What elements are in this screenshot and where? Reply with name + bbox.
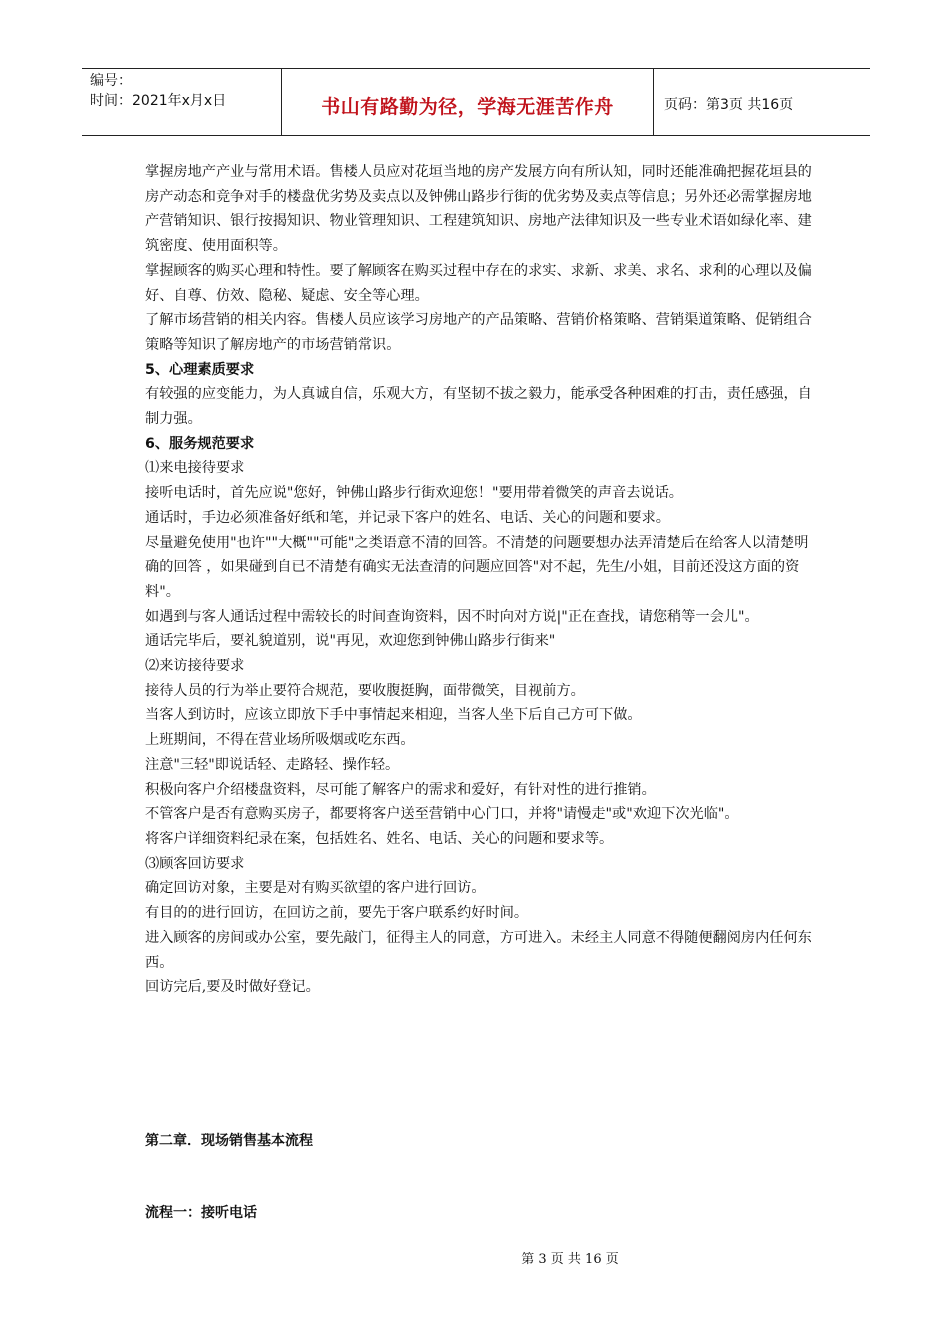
- paragraph: 不管客户是否有意购买房子，都要将客户送至营销中心门口，并将"请慢走"或"欢迎下次光临"。: [145, 806, 739, 823]
- paragraph: 积极向客户介绍楼盘资料，尽可能了解客户的需求和爱好，有针对性的进行推销。: [145, 781, 656, 798]
- paragraph: ⑴来电接待要求: [145, 460, 245, 477]
- chapter-title: 第二章．现场销售基本流程: [145, 1133, 313, 1149]
- header-meta: [82, 69, 282, 135]
- paragraph: 进入顾客的房间或办公室，要先敲门，征得主人的同意，方可进入。未经主人同意不得随便翻阅房内任何东西。: [145, 929, 812, 971]
- paragraph: ⑵来访接待要求: [145, 658, 245, 675]
- paragraph: 掌握顾客的购买心理和特性。要了解顾客在购买过程中存在的求实、求新、求美、求名、求利的心理以及偏好、自尊、仿效、隐秘、疑虑、安全等心理。: [145, 262, 812, 304]
- paragraph: 了解市场营销的相关内容。售楼人员应该学习房地产的产品策略、营销价格策略、营销渠道策略、促销组合策略等知识了解房地产的市场营销常识。: [145, 312, 812, 353]
- paragraph: 回访完后,要及时做好登记。: [145, 979, 320, 996]
- header-motto: 书山有路勤为径，学海无涯苦作舟: [282, 69, 654, 135]
- paragraph: 当客人到访时，应该立即放下手中事情起来相迎，当客人坐下后自己方可下做。: [145, 707, 642, 724]
- paragraph: 有目的的进行回访，在回访之前，要先于客户联系约好时间。: [145, 905, 529, 922]
- section-title: 流程一：接听电话: [145, 1205, 257, 1221]
- paragraph: 如遇到与客人通话过程中需较长的时间查询资料，因不时向对方说|"正在查找，请您稍等一会儿"。: [145, 608, 759, 625]
- paragraph: 接待人员的行为举止要符合规范，要收腹挺胸，面带微笑，目视前方。: [145, 682, 585, 699]
- paragraph: 尽量避免使用"也许""大概""可能"之类语意不清的回答。不清楚的问题要想办法弄清楚后在给客人以清楚明确的回答 ，如果碰到自已不清楚有确实无法查清的问题应回答"对不起，先生/小姐，目前还没这方面的资料"。: [145, 534, 809, 600]
- paragraph: 将客户详细资料纪录在案，包括姓名、姓名、电话、关心的问题和要求等。: [145, 830, 614, 847]
- paragraph: 确定回访对象，主要是对有购买欲望的客户进行回访。: [145, 880, 486, 897]
- paragraph: 通话时，手边必须准备好纸和笔，并记录下客户的姓名、电话、关心的问题和要求。: [145, 509, 670, 526]
- paragraph: 接听电话时，首先应说"您好，钟佛山路步行街欢迎您！"要用带着微笑的声音去说话。: [145, 485, 683, 502]
- number-label: 编号：: [90, 73, 132, 89]
- section-heading: 6、服务规范要求: [145, 435, 255, 452]
- paragraph: 上班期间，不得在营业场所吸烟或吃东西。: [145, 732, 415, 749]
- date-label: 时间：2021年x月x日: [90, 93, 227, 109]
- section-heading: 5、心理素质要求: [145, 361, 255, 378]
- paragraph: ⑶顾客回访要求: [145, 855, 245, 872]
- document-body: [145, 160, 815, 1000]
- paragraph: 掌握房地产产业与常用术语。售楼人员应对花垣当地的房产发展方向有所认知，同时还能准确把握花垣县的房产动态和竞争对手的楼盘优劣势及卖点以及钟佛山路步行街的优劣势及卖点等信息；另外还必需掌握房地产营销知识、银行按揭知识、物业管理知识、工程建筑知识、房地产法律知识及一些专业术语如绿化率、建筑密度、使用面积等。: [145, 164, 812, 255]
- header-page-number: 页码：第3页 共16页: [664, 97, 794, 113]
- page-header: [82, 68, 870, 136]
- page-footer: 第 3 页 共 16 页: [521, 1252, 619, 1267]
- paragraph: 有较强的应变能力，为人真诚自信，乐观大方，有坚韧不拔之毅力，能承受各种困难的打击，责任感强，自制力强。: [145, 386, 812, 428]
- paragraph: 注意"三轻"即说话轻、走路轻、操作轻。: [145, 756, 400, 773]
- paragraph: 通话完毕后，要礼貌道别，说"再见，欢迎您到钟佛山路步行街来": [145, 633, 556, 650]
